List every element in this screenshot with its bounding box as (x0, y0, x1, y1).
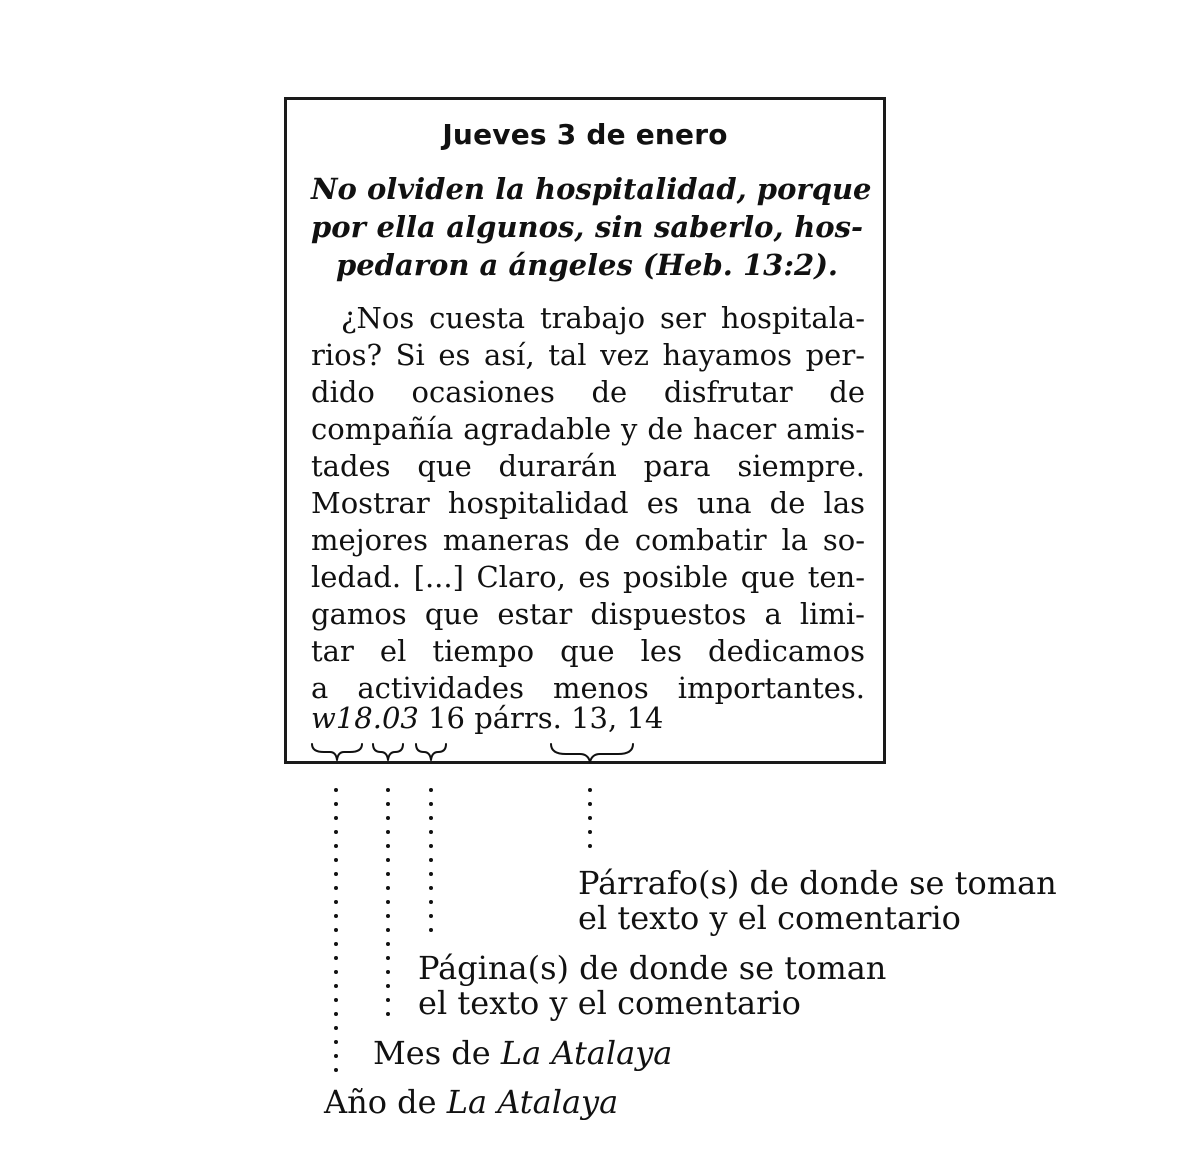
month-label (373, 1036, 672, 1071)
body-line-3: dido ocasiones de disfrutar de (311, 375, 865, 409)
paragraphs-label-line2: el texto y el comentario (578, 899, 961, 937)
brace-year (312, 744, 362, 760)
year-label-prefix: Año de (324, 1083, 437, 1121)
month-label-title: La Atalaya (500, 1034, 673, 1072)
brace-month (373, 744, 403, 760)
paragraphs-label-line1: Párrafo(s) de donde se toman (578, 864, 1057, 902)
body-line-4: compañía agradable y de hacer amis- (311, 412, 865, 446)
reference-paragraph-label: párrs. (474, 701, 562, 735)
brace-page (416, 744, 446, 760)
body-line-7: mejores maneras de combatir la so- (311, 523, 865, 557)
body-line-9: gamos que estar dispuestos a limi- (311, 597, 865, 631)
body-line-6: Mostrar hospitalidad es una de las (311, 486, 865, 520)
reference-year: w18 (311, 701, 373, 735)
body-line-1: ¿Nos cuesta trabajo ser hospitala- (341, 301, 865, 335)
reference-month: .03 (372, 701, 419, 735)
reference-page: 16 (428, 701, 465, 735)
brace-paragraphs (551, 744, 633, 762)
pages-label-line1: Página(s) de donde se toman (418, 949, 887, 987)
month-label-prefix: Mes de (373, 1034, 491, 1072)
verse-line-1: No olviden la hospitalidad, porque (311, 172, 872, 206)
verse-line-3: pedaron a ángeles (Heb. 13:2). (335, 248, 839, 282)
year-label-title: La Atalaya (446, 1083, 619, 1121)
date-heading: Jueves 3 de enero (442, 118, 728, 151)
body-line-2: rios? Si es así, tal vez hayamos per- (311, 338, 865, 372)
pages-label-line2: el texto y el comentario (418, 984, 801, 1022)
body-line-10: tar el tiempo que les dedicamos (311, 634, 865, 668)
verse-line-2: por ella algunos, sin saberlo, hos- (311, 210, 863, 244)
body-line-11: a actividades menos importantes. (311, 671, 865, 705)
body-line-5: tades que durarán para siempre. (311, 449, 865, 483)
reference-paragraphs: 13, 14 (571, 701, 664, 735)
body-line-8: ledad. [...] Claro, es posible que ten- (311, 560, 865, 594)
year-label (324, 1085, 618, 1120)
